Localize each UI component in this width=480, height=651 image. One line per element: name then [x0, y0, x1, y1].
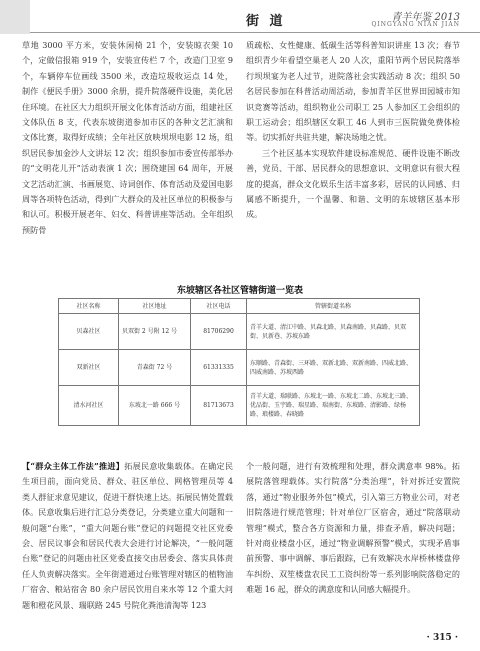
community-phone: 81706290: [191, 314, 247, 350]
paragraph-body: 拓展民意收集载体。在确定民生项目前，面向党员、群众、驻区单位、网格管理员等 4 类人群征求意见建议，促进干群快速上达。拓展民情处置载体。民意收集后进行汇总分类登记，分类建立重大问题和一般问题“台账”，“重大问题台账”登记的问题提交社区党委会、居民议事会和居民代表大会进行讨论解决，“一般问题台账”登记的问题由社区党委直接交由居委会、落实具体责任人负责解决落实。全年街道通过台账管理对辖区的植物油厂宿舍、粮站宿舍 80 余户居民饮用自来水等 12 个重大问题和橙花风景、瑞联路 245 号院化粪池清淘等 123: [22, 461, 233, 610]
community-phone: 81713673: [191, 386, 247, 426]
paragraph: 个一般问题，进行有效梳理和处理，群众满意率 98%。拓展院落管理载体。实行院落“分类治理”，针对拆迁安置院落，通过“物业服务外包”模式，引入第三方物业公司，对老旧院落进行规范管理；针对单位厂区宿舍，通过“院落联动管理”模式，整合各方资源和力量，排查矛盾，解决问题；针对商业楼盘小区，通过“物业调解预警”模式，实现矛盾事前预警、事中调解、事后跟踪，已有效解决水岸桥林楼盘停车纠纷、双笙楼盘农民工工资纠纷等一系列影响院落稳定的难题 16 起，群众的满意度和认同感大幅提升。: [246, 461, 460, 595]
streets-list: 青羊大道、清江中路、贝森北路、贝森南路、贝森路、贝双街、贝新巷、苏坡东路: [247, 314, 420, 350]
streets-list: 东顺路、青森街、三环路、双新北路、双新南路、四威北路、四威南路、苏坡西路: [247, 350, 420, 386]
column-header: 社区电话: [191, 299, 247, 314]
community-address: 东坡北一路 666 号: [119, 386, 191, 426]
section-title: 街 道: [246, 14, 286, 29]
header-divider: [30, 32, 480, 33]
community-address: 青森街 72 号: [119, 350, 191, 386]
paragraph: 三个社区基本实现软件建设标准规范、硬件设施不断改善，党员、干部、居民群众的思想意识、文明意识有很大程度的提高，群众文化娱乐生活丰富多彩，居民的认同感、归属感不断提升，一个温馨、和谐、文明的东坡辖区基本形成。: [246, 147, 460, 220]
community-address: 贝双街 2 号附 12 号: [119, 314, 191, 350]
community-phone: 61331335: [191, 350, 247, 386]
column-header: 管辖街道名称: [247, 299, 420, 314]
paragraph-lead-title: 【“群众主体工作法”推进】: [22, 461, 125, 471]
table-row: [59, 386, 420, 426]
bottom-left-column-text: [22, 459, 233, 613]
paragraph: 质疏松、女性健康、低碳生活等科普知识讲座 13 次；春节组织青少年看望空巢老人 20 人次，重阳节两个居民院落举行坝坝宴为老人过节，进院落社会实践活动 8 次；组织 50 名居民参加在科普活动周活动，参加青羊区世界田园城市知识竞赛等活动，组织物业公司职工 25 人参加区工会组织的职工运动会；组织辖区女职工 46 人到市三医院做免费体检等。切实抓好共驻共建，解决场地之忧。: [246, 40, 460, 143]
community-streets-table: [58, 298, 420, 426]
column-header: 社区名称: [59, 299, 119, 314]
column-header: 社区地址: [119, 299, 191, 314]
yearbook-pinyin: QINGYANG NIAN JIAN: [371, 21, 460, 28]
paragraph: [22, 459, 233, 613]
right-column-text: [246, 38, 460, 223]
bottom-right-column-text: [246, 459, 460, 598]
page-header: [0, 0, 480, 34]
streets-list: 青羊大道、瑞联路、东坡北一路、东坡北二路、东坡北三路、优品街、玉宇路、瑞星路、瑞南街、东坡路、清影路、绿杨路、琅楼路、春晓路: [247, 386, 420, 426]
community-name: 贝森社区: [59, 314, 119, 350]
left-column-text: [22, 38, 233, 238]
community-name: 双新社区: [59, 350, 119, 386]
table-header-row: [59, 299, 420, 314]
community-name: 清水河社区: [59, 386, 119, 426]
table-row: [59, 314, 420, 350]
yearbook-title: 青羊年鉴 2013: [391, 12, 460, 23]
header-corner-block: [0, 0, 30, 34]
page-number: · 315 ·: [426, 633, 458, 643]
table-row: [59, 350, 420, 386]
table-title: 东坡辖区各社区管辖街道一览表: [176, 286, 303, 296]
paragraph: 草地 3000 平方米，安装休闲椅 21 个，安装晾衣架 10 个，定做信报箱 919 个，安装宣传栏 7 个，改造门卫室 9 个，车辆停车位画线 3500 米，改造垃圾收运点 14 处，制作《便民手册》3000 余册，提升院落硬件设施，美化居住环境。在社区大力组织开展文化体育活动方面，组建社区文体队伍 8 支，代表东坡街道参加市区的各种文艺汇演和文体比赛，取得好成绩；全年社区放映坝坝电影 12 场，组织居民参加金沙人文讲坛 12 次；组织参加市委宣传部举办的“文明花儿开”活动表演 1 次；围绕建国 64 周年，开展文艺活动汇演、书画展览、诗词创作、体育活动及爱国电影周等各项特色活动，得到广大群众的及社区单位的积极参与和认可。积极开展老年、妇女、科普讲座等活动。全年组织预防骨: [22, 40, 233, 235]
